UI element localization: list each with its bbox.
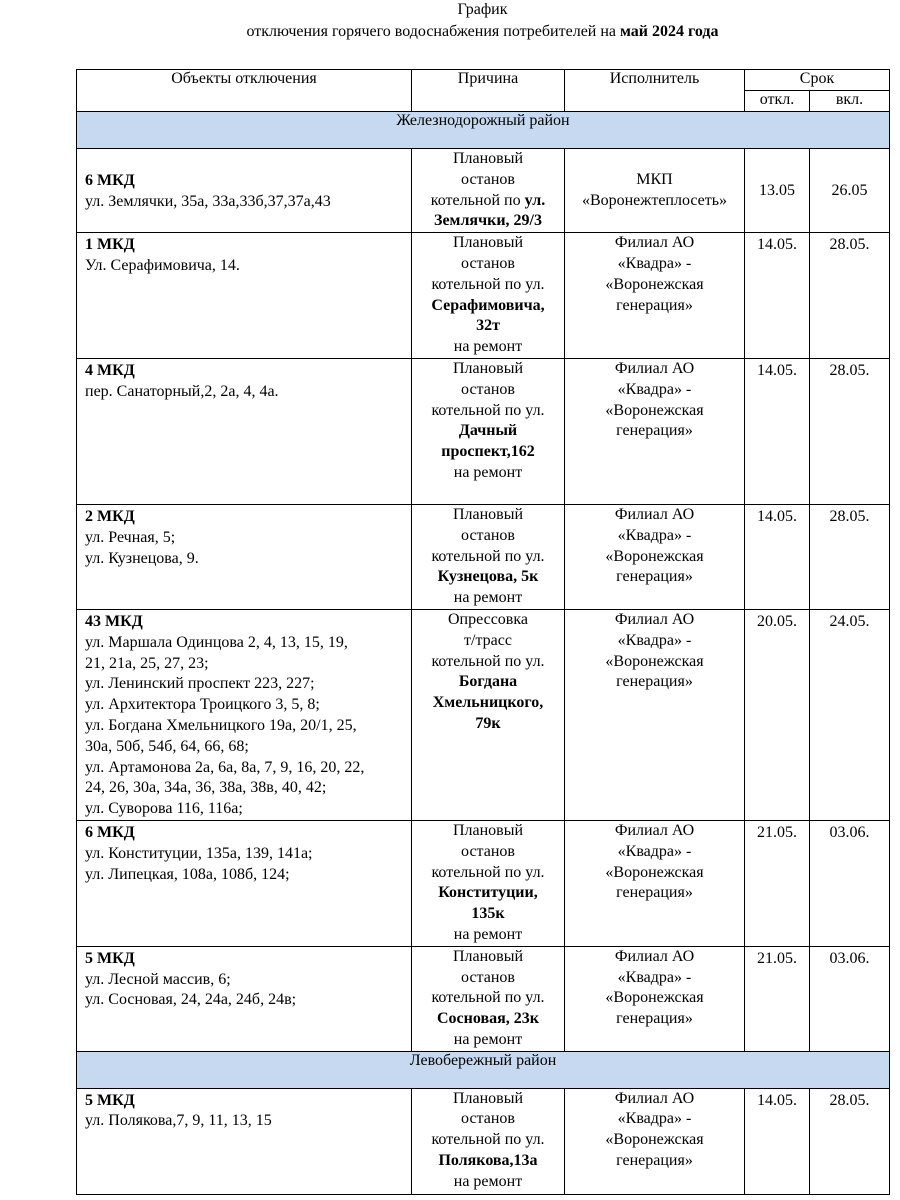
subtitle-text: отключения горячего водоснабжения потребителей на — [246, 23, 621, 40]
reason-repair-note: на ремонт — [453, 463, 523, 481]
address-line: ул. Архитектора Троицкого 3, 5, 8; — [85, 696, 320, 714]
col-header-executor: Исполнитель — [565, 70, 745, 112]
address-line: ул. Липецкая, 108а, 108б, 124; — [85, 865, 290, 883]
executor-line: Филиал АО — [614, 359, 695, 377]
table-row — [77, 358, 890, 504]
mkd-count: 6 МКД — [85, 823, 135, 841]
reason-repair-note: на ремонт — [453, 1172, 523, 1190]
reason-line: котельной по ул. — [431, 652, 545, 670]
district-header-row — [77, 1051, 890, 1088]
executor-cell — [565, 609, 745, 820]
col-header-reason: Причина — [412, 70, 565, 112]
executor-line: «Воронежская — [605, 547, 704, 565]
address-line: ул. Полякова,7, 9, 11, 13, 15 — [85, 1112, 272, 1130]
date-off-cell: 14.05. — [745, 233, 810, 359]
date-on-cell: 03.06. — [810, 946, 890, 1051]
document-title: График — [457, 1, 508, 18]
mkd-count: 5 МКД — [85, 1091, 135, 1109]
reason-line: т/трасс — [464, 631, 512, 649]
reason-boiler-address: 135к — [471, 905, 505, 923]
subtitle-month: май 2024 года — [620, 23, 719, 40]
objects-cell — [77, 233, 412, 359]
objects-cell — [77, 149, 412, 233]
reason-line: Плановый — [452, 821, 524, 839]
reason-boiler-address: Сосновая, 23к — [437, 1010, 539, 1028]
address-line: ул. Конституции, 135а, 139, 141а; — [85, 844, 313, 862]
reason-line: останов — [461, 380, 515, 398]
date-off-cell: 14.05. — [745, 358, 810, 504]
reason-line: котельной по ул. — [431, 863, 545, 881]
reason-line: останов — [461, 842, 515, 860]
executor-line: «Воронежская — [605, 1131, 704, 1149]
table-row — [77, 609, 890, 820]
reason-line: останов — [461, 170, 515, 188]
date-off-cell: 21.05. — [745, 820, 810, 946]
table-row — [77, 233, 890, 359]
district-name: Левобережный район — [77, 1051, 890, 1088]
address-line: ул. Речная, 5; — [85, 528, 176, 546]
date-on-cell: 28.05. — [810, 358, 890, 504]
reason-boiler-address: проспект,162 — [441, 443, 535, 461]
reason-boiler-address: Конституции, — [438, 884, 538, 902]
table-body — [77, 112, 890, 1195]
executor-cell — [565, 149, 745, 233]
reason-line: останов — [461, 526, 515, 544]
reason-line-text: котельной по — [430, 191, 525, 209]
col-header-objects: Объекты отключения — [77, 70, 412, 112]
executor-line: «Воронежская — [605, 275, 704, 293]
reason-line: Плановый — [452, 150, 524, 167]
executor-cell — [565, 358, 745, 504]
objects-cell — [77, 1088, 412, 1194]
date-on-cell: 24.05. — [810, 609, 890, 820]
address-line: ул. Суворова 116, 116а; — [85, 800, 243, 818]
address-line: 21, 21а, 25, 27, 23; — [85, 654, 209, 672]
mkd-count: 6 МКД — [85, 171, 135, 189]
reason-boiler-address: Дачный — [458, 422, 518, 440]
address-line: ул. Богдана Хмельницкого 19а, 20/1, 25, — [85, 716, 357, 734]
date-off-cell: 20.05. — [745, 609, 810, 820]
reason-line: котельной по ул. — [431, 547, 545, 565]
address-line: 24, 26, 30а, 34а, 36, 38а, 38в, 40, 42; — [85, 779, 327, 797]
executor-cell — [565, 504, 745, 609]
reason-boiler-address: Полякова,13а — [438, 1152, 538, 1170]
executor-line: «Квадра» - — [617, 968, 692, 986]
address-line: ул. Артамонова 2а, 6а, 8а, 7, 9, 16, 20, 22, — [85, 758, 365, 776]
reason-repair-note: на ремонт — [453, 1030, 523, 1048]
reason-cell — [412, 946, 565, 1051]
executor-cell — [565, 820, 745, 946]
reason-boiler-address: Землячки, 29/3 — [434, 212, 542, 230]
objects-cell — [77, 820, 412, 946]
executor-line: Филиал АО — [614, 1089, 695, 1107]
mkd-count: 43 МКД — [85, 612, 143, 630]
objects-cell — [77, 946, 412, 1051]
reason-cell — [412, 1088, 565, 1194]
executor-line: генерация» — [616, 673, 693, 691]
executor-line: «Квадра» - — [617, 842, 692, 860]
executor-line: «Воронежская — [605, 652, 704, 670]
reason-cell — [412, 504, 565, 609]
reason-line: останов — [461, 968, 515, 986]
address-line: пер. Санаторный,2, 2а, 4, 4а. — [85, 382, 279, 400]
date-on-cell: 28.05. — [810, 233, 890, 359]
reason-line: котельной по ул. — [431, 1131, 545, 1149]
mkd-count: 4 МКД — [85, 361, 135, 379]
reason-line: Плановый — [452, 1089, 524, 1107]
executor-line: генерация» — [616, 1152, 693, 1170]
reason-boiler-address: Хмельницкого, — [432, 694, 544, 712]
mkd-count: 5 МКД — [85, 949, 135, 967]
executor-line: «Воронежская — [605, 989, 704, 1007]
date-off-cell: 21.05. — [745, 946, 810, 1051]
reason-line: Плановый — [452, 359, 524, 377]
executor-line: генерация» — [616, 422, 693, 440]
address-line: 30а, 50б, 54б, 64, 66, 68; — [85, 737, 249, 755]
address-line: ул. Кузнецова, 9. — [85, 549, 199, 567]
reason-cell — [412, 820, 565, 946]
date-off-cell: 14.05. — [745, 1088, 810, 1194]
executor-line: «Квадра» - — [617, 631, 692, 649]
reason-line: котельной по ул. — [431, 989, 545, 1007]
reason-boiler-address: Кузнецова, 5к — [437, 568, 539, 586]
executor-line: «Воронежтеплосеть» — [581, 191, 728, 209]
executor-cell — [565, 946, 745, 1051]
col-header-on: вкл. — [810, 91, 890, 112]
reason-boiler-address: 79к — [475, 714, 501, 732]
address-line: ул. Маршала Одинцова 2, 4, 13, 15, 19, — [85, 633, 348, 651]
document-subtitle — [0, 23, 900, 41]
executor-line: «Квадра» - — [617, 526, 692, 544]
col-header-off: откл. — [745, 91, 810, 112]
executor-line: Филиал АО — [614, 947, 695, 965]
reason-line — [412, 191, 564, 212]
reason-repair-note: на ремонт — [453, 589, 523, 607]
address-line: ул. Лесной массив, 6; — [85, 970, 231, 988]
executor-line: Филиал АО — [614, 234, 695, 252]
date-off-cell: 14.05. — [745, 504, 810, 609]
executor-line: МКП — [636, 170, 673, 188]
date-off-cell: 13.05 — [745, 149, 810, 233]
reason-cell — [412, 149, 565, 233]
reason-line: Плановый — [452, 505, 524, 523]
reason-repair-note: на ремонт — [453, 338, 523, 356]
mkd-count: 2 МКД — [85, 507, 135, 525]
reason-cell — [412, 233, 565, 359]
table-row — [77, 1088, 890, 1194]
reason-line: котельной по ул. — [431, 401, 545, 419]
reason-line: Опрессовка — [447, 610, 528, 628]
address-line: ул. Сосновая, 24, 24а, 24б, 24в; — [85, 991, 297, 1009]
reason-line: останов — [461, 1110, 515, 1128]
reason-line: Плановый — [452, 947, 524, 965]
executor-line: «Воронежская — [605, 401, 704, 419]
address-line: ул. Землячки, 35а, 33а,33б,37,37а,43 — [85, 192, 331, 210]
executor-line: генерация» — [616, 884, 693, 902]
executor-line: «Квадра» - — [617, 380, 692, 398]
executor-line: «Воронежская — [605, 863, 704, 881]
date-on-cell: 03.06. — [810, 820, 890, 946]
objects-cell — [77, 504, 412, 609]
date-on-cell: 28.05. — [810, 504, 890, 609]
reason-boiler-address: Серафимовича, — [431, 296, 545, 314]
mkd-count: 1 МКД — [85, 236, 135, 254]
reason-line: котельной по ул. — [431, 275, 545, 293]
date-on-cell: 26.05 — [810, 149, 890, 233]
executor-line: генерация» — [616, 568, 693, 586]
district-header-row — [77, 112, 890, 149]
reason-boiler-prefix: ул. — [524, 191, 546, 209]
table-row — [77, 504, 890, 609]
outage-schedule-table — [76, 69, 890, 1195]
executor-cell — [565, 233, 745, 359]
executor-line: Филиал АО — [614, 610, 695, 628]
reason-cell — [412, 358, 565, 504]
executor-line: генерация» — [616, 296, 693, 314]
executor-cell — [565, 1088, 745, 1194]
objects-cell — [77, 609, 412, 820]
executor-line: генерация» — [616, 1010, 693, 1028]
address-line: ул. Ленинский проспект 223, 227; — [85, 675, 315, 693]
address-line: Ул. Серафимовича, 14. — [85, 256, 240, 274]
table-row — [77, 149, 890, 233]
reason-repair-note: на ремонт — [453, 925, 523, 943]
date-on-cell: 28.05. — [810, 1088, 890, 1194]
reason-line: останов — [461, 254, 515, 272]
executor-line: Филиал АО — [614, 821, 695, 839]
reason-boiler-address: Богдана — [458, 673, 518, 691]
reason-boiler-address: 32т — [476, 317, 500, 335]
executor-line: «Квадра» - — [617, 254, 692, 272]
executor-line: Филиал АО — [614, 505, 695, 523]
reason-cell — [412, 609, 565, 820]
objects-cell — [77, 358, 412, 504]
col-header-period: Срок — [745, 70, 890, 91]
table-row — [77, 946, 890, 1051]
reason-line: Плановый — [452, 234, 524, 252]
table-row — [77, 820, 890, 946]
executor-line: «Квадра» - — [617, 1110, 692, 1128]
district-name: Железнодорожный район — [77, 112, 890, 149]
